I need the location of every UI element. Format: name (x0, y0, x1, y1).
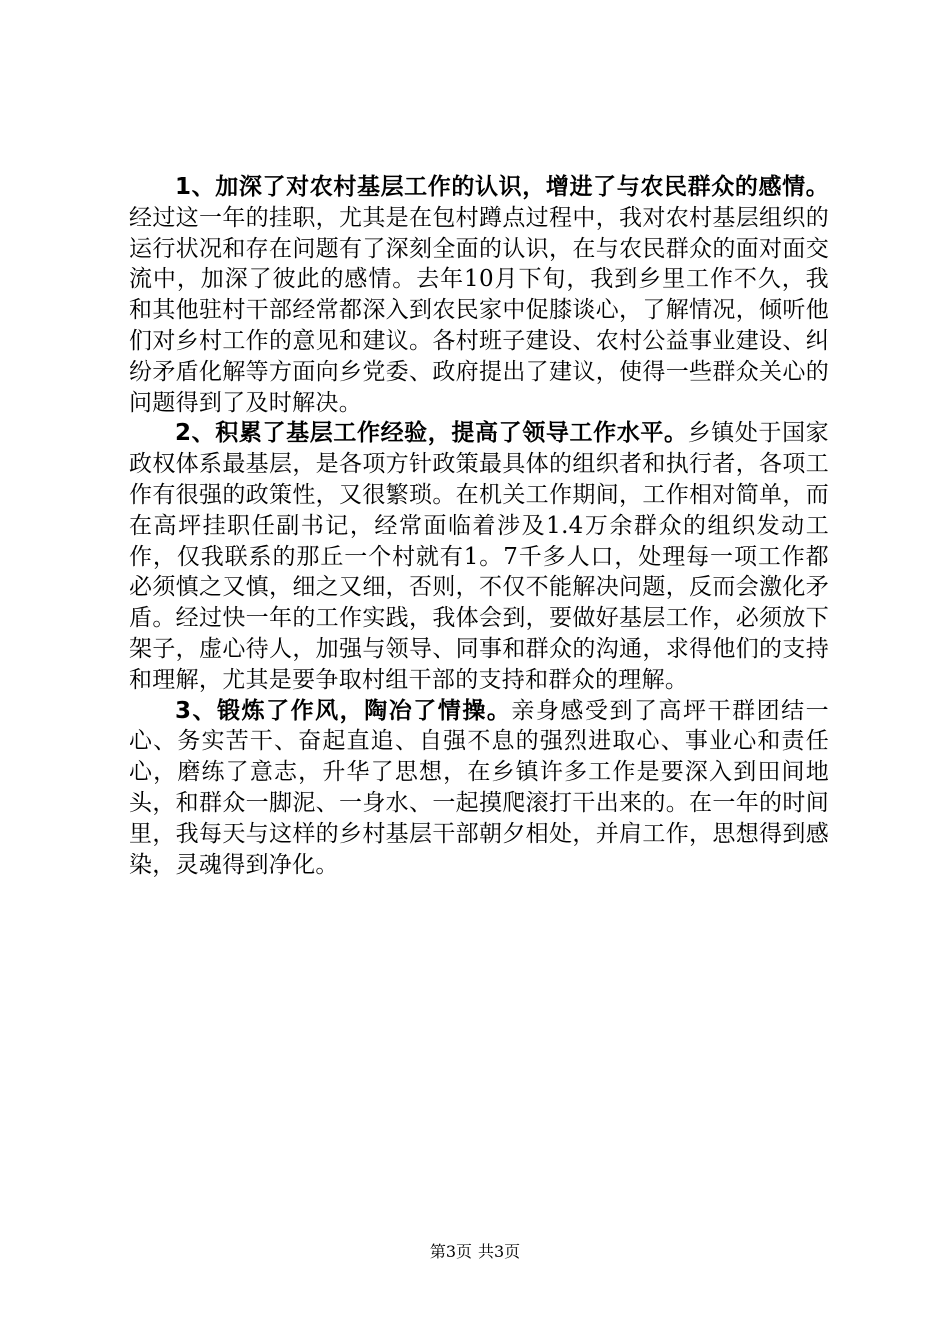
paragraph-1 (129, 172, 829, 418)
paragraph-2-heading: 2、积累了基层工作经验，提高了领导工作水平。 (175, 420, 688, 447)
page-total: 共3页 (478, 1242, 521, 1261)
paragraph-2 (129, 418, 829, 695)
paragraph-3 (129, 696, 829, 881)
paragraph-1-text: 经过这一年的挂职，尤其是在包村蹲点过程中，我对农村基层组织的运行状况和存在问题有了深刻全面的认识，在与农民群众的面对面交流中，加深了彼此的感情。去年10月下旬，我到乡里工作不久，我和其他驻村干部经常都深入到农民家中促膝谈心，了解情况，倾听他们对乡村工作的意见和建议。各村班子建设、农村公益事业建设、纠纷矛盾化解等方面向乡党委、政府提出了建议，使得一些群众关心的问题得到了及时解决。 (129, 204, 829, 416)
page-number: 第3页 (429, 1242, 472, 1261)
paragraph-2-text: 乡镇处于国家政权体系最基层，是各项方针政策最具体的组织者和执行者，各项工作有很强的政策性，又很繁琐。在机关工作期间，工作相对简单，而在高坪挂职任副书记，经常面临着涉及1.4万余群众的组织发动工作，仅我联系的那丘一个村就有1。7千多人口，处理每一项工作都必须慎之又慎，细之又细，否则，不仅不能解决问题，反而会激化矛盾。经过快一年的工作实践，我体会到，要做好基层工作，必须放下架子，虚心待人，加强与领导、同事和群众的沟通，求得他们的支持和理解，尤其是要争取村组干部的支持和群众的理解。 (129, 420, 829, 693)
document-body (129, 172, 829, 880)
paragraph-3-text: 亲身感受到了高坪干群团结一心、务实苦干、奋起直追、自强不息的强烈进取心、事业心和责任心，磨练了意志，升华了思想，在乡镇许多工作是要深入到田间地头，和群众一脚泥、一身水、一起摸爬滚打干出来的。在一年的时间里，我每天与这样的乡村基层干部朝夕相处，并肩工作，思想得到感染，灵魂得到净化。 (129, 697, 829, 878)
paragraph-3-heading: 3、锻炼了作风，陶冶了情操。 (175, 697, 512, 724)
page-footer (0, 1242, 950, 1262)
paragraph-1-heading: 1、加深了对农村基层工作的认识，增进了与农民群众的感情。 (175, 174, 829, 200)
